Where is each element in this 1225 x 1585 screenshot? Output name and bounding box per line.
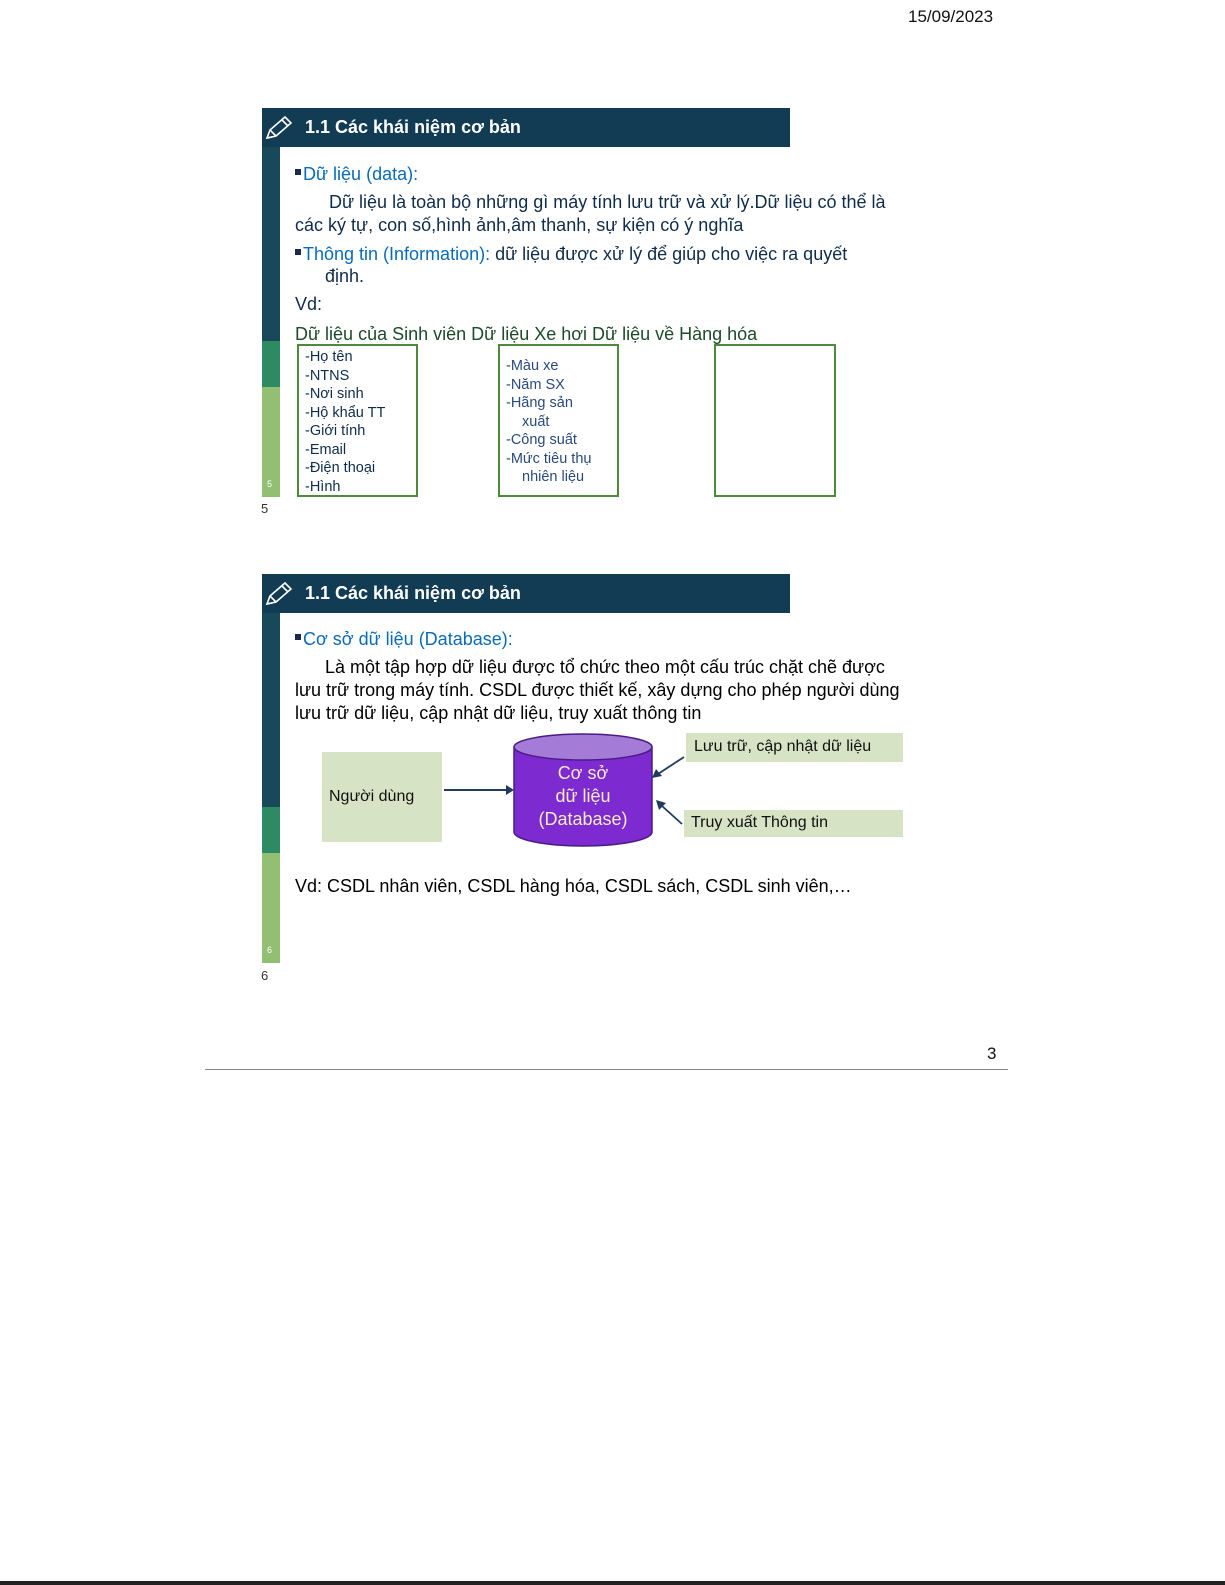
sidebar-mid (262, 807, 280, 853)
list-item: -Hộ khẩu TT (305, 404, 386, 421)
list-item: -Hình (305, 478, 341, 495)
user-box: Người dùng (322, 752, 442, 842)
example-label: Vd: (295, 294, 323, 314)
print-date: 15/09/2023 (908, 7, 994, 26)
list-item: xuất (522, 413, 550, 430)
data-heading: Dữ liệu (data): (295, 164, 418, 185)
slide-title: 1.1 Các khái niệm cơ bản (305, 117, 521, 137)
examples-heading: Dữ liệu của Sinh viên Dữ liệu Xe hơi Dữ liệu về Hàng hóa (295, 324, 758, 344)
info-text-line2: định. (325, 266, 365, 286)
database-definition-line3: lưu trữ dữ liệu, cập nhật dữ liệu, truy xuất thông tin (295, 703, 702, 723)
database-definition-line2: lưu trữ trong máy tính. CSDL được thiết kế, xây dựng cho phép người dùng (295, 680, 900, 700)
sidebar-mid (262, 341, 280, 387)
slide-title-bar (262, 574, 790, 613)
list-item: -Nơi sinh (305, 386, 364, 402)
page-number: 3 (987, 1044, 997, 1063)
list-item: -Màu xe (506, 358, 559, 374)
list-item: -Hãng sản (506, 395, 573, 411)
page-bottom-edge (0, 1581, 1225, 1585)
footer-divider (205, 1069, 1008, 1070)
bullet-icon (295, 169, 301, 175)
slide-title: 1.1 Các khái niệm cơ bản (305, 583, 521, 603)
pencil-icon (264, 114, 294, 142)
store-arrow (650, 754, 688, 780)
list-item: nhiên liệu (522, 469, 585, 485)
goods-data-box (714, 344, 836, 497)
slide-5 (262, 108, 952, 497)
bullet-icon (295, 249, 301, 255)
list-item: -NTNS (305, 367, 350, 384)
list-item: -Email (305, 441, 347, 458)
data-definition-line2: các ký tự, con số,hình ảnh,âm thanh, sự kiện có ý nghĩa (295, 215, 744, 235)
slide-page-label: 5 (261, 501, 269, 516)
data-definition-line1: Dữ liệu là toàn bộ những gì máy tính lưu trữ và xử lý.Dữ liệu có thể là (329, 192, 886, 212)
query-arrow (654, 798, 684, 828)
list-item: -Họ tên (305, 349, 353, 365)
slide-title-bar (262, 108, 790, 147)
database-examples: Vd: CSDL nhân viên, CSDL hàng hóa, CSDL sách, CSDL sinh viên,… (295, 876, 852, 896)
store-update-box: Lưu trữ, cập nhật dữ liệu (686, 733, 903, 762)
slide-page-label: 6 (261, 968, 269, 983)
list-item: -Mức tiêu thụ (506, 450, 592, 467)
bullet-icon (295, 634, 301, 640)
info-heading: Thông tin (Information): dữ liệu được xử lý để giúp cho việc ra quyết (295, 244, 847, 265)
student-data-box (297, 344, 418, 497)
pencil-icon (264, 580, 294, 608)
list-item: -Năm SX (506, 376, 565, 393)
user-to-db-arrow (442, 780, 514, 800)
list-item: -Giới tính (305, 423, 366, 439)
list-item: -Điện thoại (305, 460, 376, 476)
database-definition-line1: Là một tập hợp dữ liệu được tổ chức theo một cấu trúc chặt chẽ được (325, 657, 885, 677)
slide-6 (262, 574, 952, 963)
car-data-box (498, 344, 619, 497)
database-heading: Cơ sở dữ liệu (Database): (295, 629, 513, 650)
list-item: -Công suất (506, 432, 577, 448)
database-label: Cơ sở dữ liệu (Database) (538, 763, 628, 829)
query-info-box: Truy xuất Thông tin (684, 810, 903, 837)
slide-number: 5 (267, 479, 273, 489)
slide-number: 6 (267, 945, 273, 955)
